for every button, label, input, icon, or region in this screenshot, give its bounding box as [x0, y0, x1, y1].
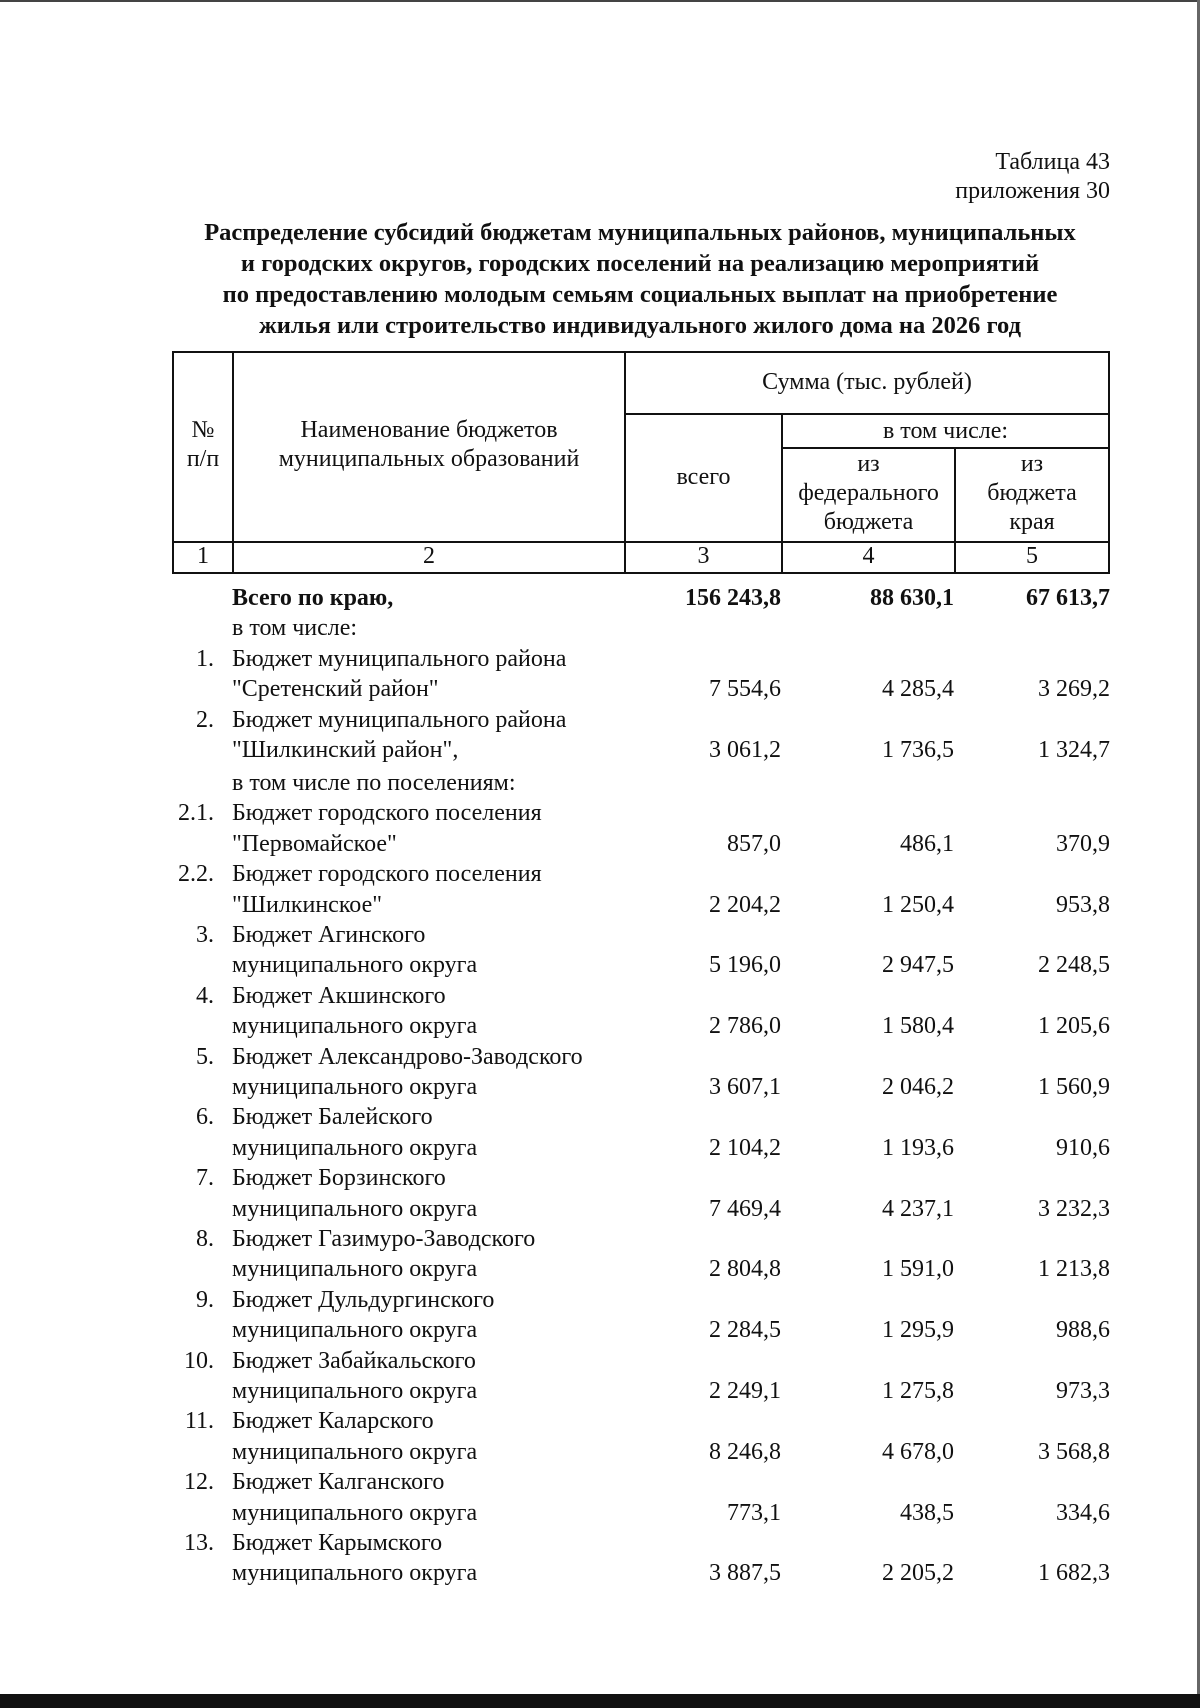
row-total: 2 786,0 — [709, 1013, 781, 1039]
header-federal-line-2: федерального — [798, 480, 939, 506]
scan-edge-top — [0, 0, 1200, 2]
header-federal — [783, 450, 954, 537]
row-number: 8. — [196, 1226, 214, 1252]
header-regional — [956, 450, 1108, 537]
row-total: 2 204,2 — [709, 892, 781, 918]
row-total: 2 804,8 — [709, 1256, 781, 1282]
row-federal: 438,5 — [900, 1500, 954, 1526]
row-regional: 334,6 — [1056, 1500, 1110, 1526]
row-name: "Первомайское" — [232, 831, 397, 857]
row-federal: 1 250,4 — [882, 892, 954, 918]
header-federal-line-3: бюджета — [823, 509, 914, 535]
table-caption — [955, 148, 1110, 206]
row-federal: 2 947,5 — [882, 952, 954, 978]
row-total: 773,1 — [727, 1500, 781, 1526]
row-number: 11. — [184, 1408, 214, 1434]
header-border-top — [172, 351, 1110, 353]
row-name: муниципального округа — [232, 1500, 478, 1526]
row-regional: 988,6 — [1056, 1317, 1110, 1343]
colnum-5: 5 — [1026, 543, 1038, 569]
row-regional: 370,9 — [1056, 831, 1110, 857]
header-federal-line-1: из — [857, 451, 880, 477]
row-name: муниципального округа — [232, 1378, 478, 1404]
caption-line-1: Таблица 43 — [995, 149, 1110, 175]
row-number: 2.2. — [178, 861, 214, 887]
row-total: 7 554,6 — [709, 676, 781, 702]
header-name — [234, 416, 624, 474]
row-name: Бюджет Каларского — [232, 1408, 434, 1434]
row-federal: 1 591,0 — [882, 1256, 954, 1282]
row-regional: 2 248,5 — [1038, 952, 1110, 978]
row-regional: 1 324,7 — [1038, 737, 1110, 763]
row-federal: 1 295,9 — [882, 1317, 954, 1343]
row-number: 2.1. — [178, 800, 214, 826]
row-federal: 2 205,2 — [882, 1560, 954, 1586]
row-name: "Сретенский район" — [232, 676, 439, 702]
row-name: "Шилкинский район", — [232, 737, 459, 763]
row-federal: 4 285,4 — [882, 676, 954, 702]
row-number: 12. — [184, 1469, 214, 1495]
row-total: 2 104,2 — [709, 1135, 781, 1161]
scan-edge-bottom — [0, 1694, 1200, 1708]
row-regional: 1 560,9 — [1038, 1074, 1110, 1100]
row-total: 8 246,8 — [709, 1439, 781, 1465]
row-name: Бюджет Карымского — [232, 1530, 443, 1556]
row-number: 6. — [196, 1104, 214, 1130]
row-federal: 2 046,2 — [882, 1074, 954, 1100]
row-federal: 1 275,8 — [882, 1378, 954, 1404]
colnum-2: 2 — [423, 543, 435, 569]
row-total: 3 061,2 — [709, 737, 781, 763]
header-sum: Сумма (тыс. рублей) — [762, 369, 972, 395]
row-federal: 4 678,0 — [882, 1439, 954, 1465]
row-name: Бюджет Газимуро-Заводского — [232, 1226, 536, 1252]
caption-line-2: приложения 30 — [955, 178, 1110, 204]
colnum-4: 4 — [862, 543, 875, 569]
row-federal: 1 580,4 — [882, 1013, 954, 1039]
title-line-4: жилья или строительство индивидуального жилого дома на 2026 год — [259, 312, 1021, 339]
row-number: 1. — [196, 646, 214, 672]
row-name: муниципального округа — [232, 1135, 478, 1161]
row-number: 10. — [184, 1348, 214, 1374]
colnum-3: 3 — [697, 543, 710, 569]
row-total: 857,0 — [727, 831, 781, 857]
table-header — [172, 351, 1110, 574]
row-total: 156 243,8 — [685, 585, 781, 611]
row-name: муниципального округа — [232, 1317, 478, 1343]
row-total: 5 196,0 — [709, 952, 781, 978]
row-regional: 3 568,8 — [1038, 1439, 1110, 1465]
header-name-line-1: Наименование бюджетов — [300, 417, 558, 443]
row-total: 3 887,5 — [709, 1560, 781, 1586]
header-regional-line-1: из — [1020, 451, 1044, 477]
row-name: Бюджет городского поселения — [232, 861, 542, 887]
row-name: муниципального округа — [232, 1439, 478, 1465]
row-federal: 4 237,1 — [882, 1196, 954, 1222]
header-num-line-2: п/п — [186, 446, 220, 472]
row-name: муниципального округа — [232, 1013, 478, 1039]
row-number: 7. — [196, 1165, 214, 1191]
colnum-1: 1 — [197, 543, 209, 569]
title-line-3: по предоставлению молодым семьям социальных выплат на приобретение — [222, 281, 1058, 308]
document-title — [160, 217, 1120, 341]
row-name: Бюджет Балейского — [232, 1104, 433, 1130]
header-num — [174, 416, 232, 474]
row-name: Бюджет Александрово-Заводского — [232, 1044, 583, 1070]
row-regional: 3 232,3 — [1038, 1196, 1110, 1222]
row-name: Всего по краю, — [232, 585, 394, 611]
header-border-bottom — [172, 572, 1110, 574]
row-regional: 1 682,3 — [1038, 1560, 1110, 1586]
row-regional: 3 269,2 — [1038, 676, 1110, 702]
row-regional: 1 213,8 — [1038, 1256, 1110, 1282]
header-line-incl — [781, 447, 1110, 449]
row-regional: 973,3 — [1056, 1378, 1110, 1404]
row-number: 9. — [196, 1287, 214, 1313]
row-federal: 1 193,6 — [882, 1135, 954, 1161]
row-name: Бюджет Забайкальского — [232, 1348, 476, 1374]
row-name: муниципального округа — [232, 1560, 478, 1586]
row-number: 4. — [196, 983, 214, 1009]
row-number: 2. — [196, 707, 214, 733]
row-total: 2 284,5 — [709, 1317, 781, 1343]
row-regional: 1 205,6 — [1038, 1013, 1110, 1039]
row-name: муниципального округа — [232, 952, 478, 978]
row-name: Бюджет Дульдургинского — [232, 1287, 495, 1313]
title-line-2: и городских округов, городских поселений на реализацию мероприятий — [240, 250, 1040, 277]
row-total: 7 469,4 — [709, 1196, 781, 1222]
row-name: Бюджет Калганского — [232, 1469, 445, 1495]
row-regional: 910,6 — [1056, 1135, 1110, 1161]
row-name: Бюджет Агинского — [232, 922, 426, 948]
row-name: Бюджет городского поселения — [232, 800, 542, 826]
row-federal: 486,1 — [900, 831, 954, 857]
header-regional-line-3: края — [1009, 509, 1055, 535]
header-regional-line-2: бюджета — [987, 480, 1077, 506]
row-regional: 953,8 — [1056, 892, 1110, 918]
row-name: в том числе: — [232, 615, 358, 641]
header-line-sum — [624, 413, 1110, 415]
row-name: "Шилкинское" — [232, 892, 383, 918]
header-num-line-1: № — [191, 417, 215, 443]
row-name: муниципального округа — [232, 1256, 478, 1282]
row-federal: 1 736,5 — [882, 737, 954, 763]
title-line-1: Распределение субсидий бюджетам муниципальных районов, муниципальных — [204, 219, 1076, 246]
row-name: муниципального округа — [232, 1074, 478, 1100]
row-total: 2 249,1 — [709, 1378, 781, 1404]
row-name: Бюджет Борзинского — [232, 1165, 446, 1191]
row-federal: 88 630,1 — [870, 585, 954, 611]
header-total: всего — [676, 464, 731, 490]
row-name: в том числе по поселениям: — [232, 770, 516, 796]
row-name: Бюджет Акшинского — [232, 983, 446, 1009]
row-number: 3. — [196, 922, 214, 948]
header-incl: в том числе: — [882, 418, 1009, 444]
header-name-line-2: муниципальных образований — [278, 446, 580, 472]
row-total: 3 607,1 — [709, 1074, 781, 1100]
row-number: 13. — [184, 1530, 214, 1556]
row-name: Бюджет муниципального района — [232, 707, 567, 733]
row-name: Бюджет муниципального района — [232, 646, 567, 672]
row-regional: 67 613,7 — [1026, 585, 1110, 611]
row-number: 5. — [196, 1044, 214, 1070]
row-name: муниципального округа — [232, 1196, 478, 1222]
